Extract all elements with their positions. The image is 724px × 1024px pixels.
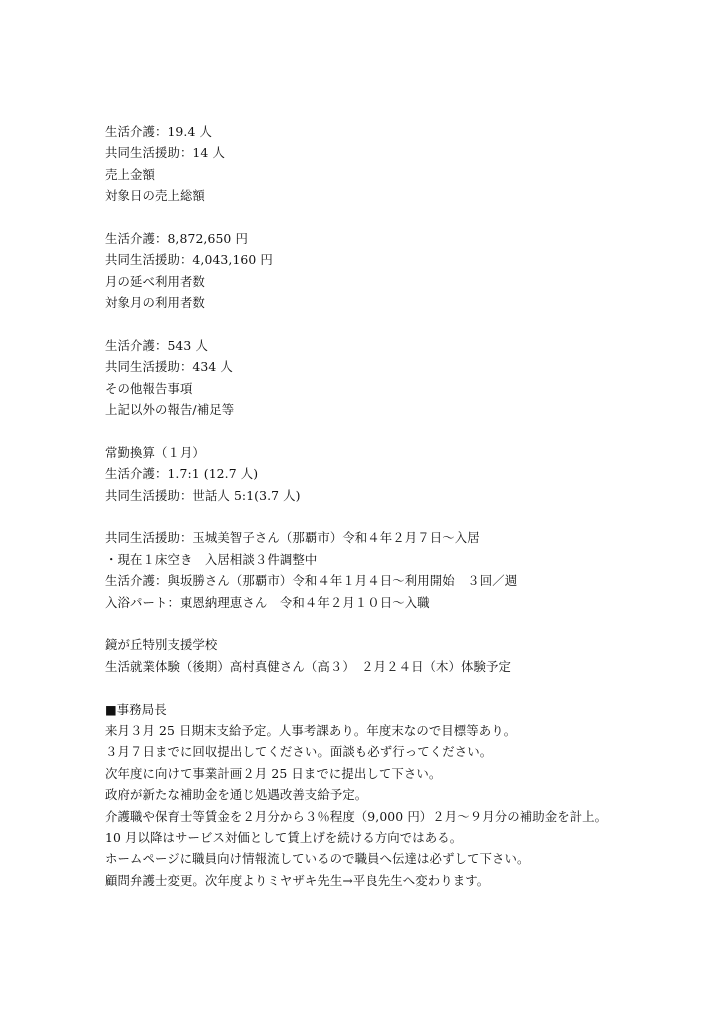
blank-line xyxy=(105,506,695,527)
text-line-other-reports-description: 上記以外の報告/補足等 xyxy=(105,402,235,418)
text-line-bath-part-time-start: 入浴パート：東恩納理恵さん 令和４年２月１０日～入職 xyxy=(105,594,430,610)
document-body xyxy=(105,121,695,891)
text-line-care-staff-ratio: 生活介護：1.7:1 (12.7 人) xyxy=(105,466,259,482)
blank-line xyxy=(105,613,695,634)
text-line-vacancy-note: ・現在１床空き 入居相談３件調整中 xyxy=(105,551,318,567)
text-line-government-subsidy: 政府が新たな補助金を通じ処遇改善支給予定。 xyxy=(105,787,368,803)
text-line-user-total-heading: 月の延べ利用者数 xyxy=(105,273,205,289)
section-heading-secretary-general: ■事務局長 xyxy=(105,701,167,717)
blank-line xyxy=(105,420,695,441)
text-line-user-total-description: 対象月の利用者数 xyxy=(105,295,205,311)
text-line-group-home-sales: 共同生活援助：4,043,160 円 xyxy=(105,252,273,268)
text-line-payment-plan: 来月３月 25 日期末支給予定。人事考課あり。年度末なので目標等あり。 xyxy=(105,722,517,738)
text-line-care-count: 生活介護：19.4 人 xyxy=(105,124,212,139)
text-line-group-home-staff-ratio: 共同生活援助：世話人 5:1(3.7 人) xyxy=(105,487,301,503)
text-line-submission-deadline: ３月７日までに回収提出してください。面談も必ず行ってください。 xyxy=(105,744,493,760)
text-line-other-reports-heading: その他報告事項 xyxy=(105,380,193,396)
text-line-group-home-admission: 共同生活援助：玉城美智子さん（那覇市）令和４年２月７日～入居 xyxy=(105,530,480,546)
text-line-care-users: 生活介護：543 人 xyxy=(105,337,208,353)
text-line-homepage-notice: ホームページに職員向け情報流しているので職員へ伝達は必ずして下さい。 xyxy=(105,851,530,867)
blank-line xyxy=(105,677,695,698)
text-line-wage-subsidy: 介護職や保育士等賃金を２月分から３％程度（9,000 円）２月～９月分の補助金を計上。 xyxy=(105,808,608,824)
text-line-sales-heading: 売上金額 xyxy=(105,166,155,182)
text-line-work-experience: 生活就業体験（後期）高村真健さん（高３） ２月２４日（木）体験予定 xyxy=(105,658,511,674)
blank-line xyxy=(105,207,695,228)
text-line-group-home-users: 共同生活援助：434 人 xyxy=(105,359,233,375)
blank-line xyxy=(105,314,695,335)
text-line-staff-conversion-heading: 常勤換算（１月） xyxy=(105,444,205,460)
text-line-school-name: 鏡が丘特別支援学校 xyxy=(105,637,218,653)
text-line-sales-description: 対象日の売上総額 xyxy=(105,188,205,204)
text-line-care-start: 生活介護：與坂勝さん（那覇市）令和４年１月４日～利用開始 ３回／週 xyxy=(105,573,518,589)
text-line-lawyer-change: 顧問弁護士変更。次年度よりミヤザキ先生→平良先生へ変わります。 xyxy=(105,872,490,888)
text-line-wage-increase: 10 月以降はサービス対価として賃上げを続ける方向ではある。 xyxy=(105,829,463,845)
text-line-business-plan-deadline: 次年度に向けて事業計画２月 25 日までに提出して下さい。 xyxy=(105,765,442,781)
text-line-group-home-count: 共同生活援助：14 人 xyxy=(105,145,225,161)
text-line-care-sales: 生活介護：8,872,650 円 xyxy=(105,230,248,246)
